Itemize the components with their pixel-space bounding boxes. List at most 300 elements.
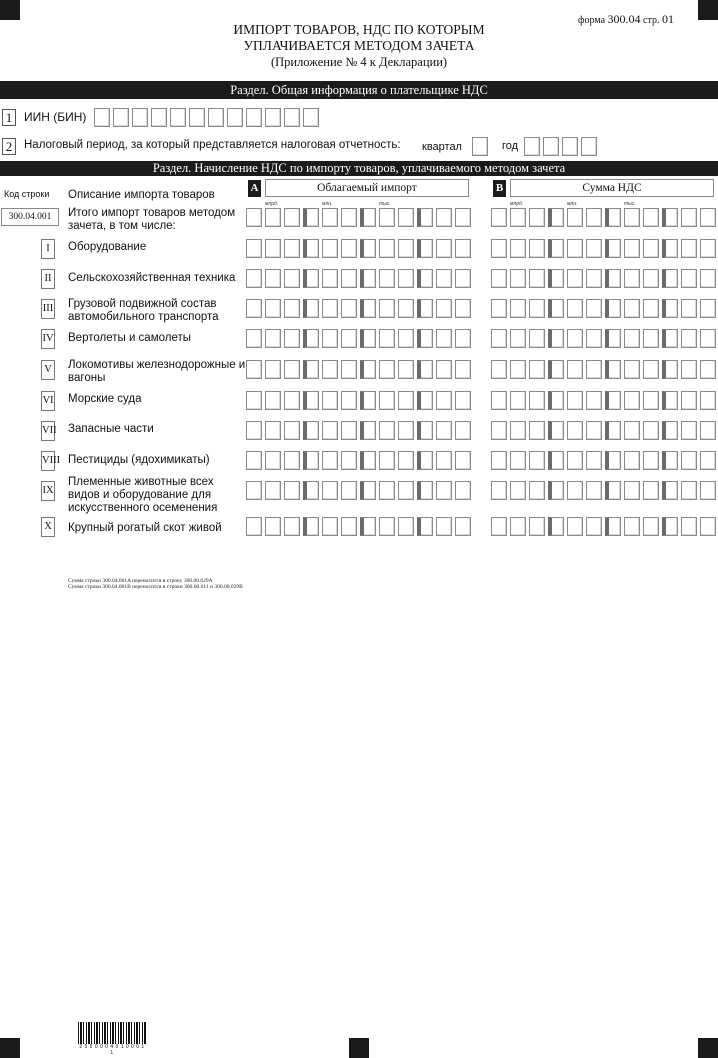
row-9-a-cell[interactable]	[265, 481, 281, 500]
iin-cell[interactable]	[246, 108, 262, 127]
row-2-a-cell[interactable]	[265, 269, 281, 288]
row-8-a-cell[interactable]	[322, 451, 338, 470]
row-7-b-cell[interactable]	[605, 421, 621, 440]
row-2-b-cell[interactable]	[491, 269, 507, 288]
row-2-a-cell[interactable]	[284, 269, 300, 288]
row-10-b-cell[interactable]	[605, 517, 621, 536]
row-10-a-cell[interactable]	[417, 517, 433, 536]
row-10-b-cell[interactable]	[529, 517, 545, 536]
row-2-a-cell[interactable]	[360, 269, 376, 288]
total-row-b-cell[interactable]	[491, 208, 507, 227]
row-2-b-cell[interactable]	[605, 269, 621, 288]
row-6-a-cell[interactable]	[360, 391, 376, 410]
iin-cell[interactable]	[113, 108, 129, 127]
row-roman-numeral: VI	[41, 391, 55, 411]
row-3-b-cell[interactable]	[700, 299, 716, 318]
row-8-b-cell[interactable]	[491, 451, 507, 470]
page-title	[0, 22, 718, 70]
iin-cell[interactable]	[170, 108, 186, 127]
total-row-a-cell[interactable]	[246, 208, 262, 227]
total-row-a-cell[interactable]	[341, 208, 357, 227]
row-6-b-cell[interactable]	[548, 391, 564, 410]
row-5-a-cell[interactable]	[246, 360, 262, 379]
iin-cell[interactable]	[227, 108, 243, 127]
row-4-b-cell[interactable]	[643, 329, 659, 348]
row-1-b-cell[interactable]	[681, 239, 697, 258]
total-row-b-cell[interactable]	[700, 208, 716, 227]
corner-marker-bottom-right	[698, 1038, 718, 1058]
row-7-a-cell[interactable]	[341, 421, 357, 440]
row-8-a-cell[interactable]	[246, 451, 262, 470]
row-7-b-cell[interactable]	[662, 421, 678, 440]
row-3-b-cell[interactable]	[548, 299, 564, 318]
row-2-b-cell[interactable]	[624, 269, 640, 288]
total-row-a-cell[interactable]	[379, 208, 395, 227]
row-3-a-cell[interactable]	[322, 299, 338, 318]
row-5-b-cell[interactable]	[643, 360, 659, 379]
row-9-b-cell[interactable]	[643, 481, 659, 500]
row-10-a-cell[interactable]	[436, 517, 452, 536]
row-4-b-cell[interactable]	[681, 329, 697, 348]
row-10-a-cell[interactable]	[265, 517, 281, 536]
row-7-b-cell[interactable]	[586, 421, 602, 440]
row-8-a-cell[interactable]	[303, 451, 319, 470]
row-label: Вертолеты и самолеты	[68, 332, 192, 344]
row-7-b-cell[interactable]	[510, 421, 526, 440]
row-1-b-cell[interactable]	[567, 239, 583, 258]
total-row-b-cell[interactable]	[681, 208, 697, 227]
row-1-a-cell[interactable]	[303, 239, 319, 258]
row-9-a-cell[interactable]	[398, 481, 414, 500]
row-6-a-cell[interactable]	[436, 391, 452, 410]
field1-label: ИИН (БИН)	[24, 110, 87, 124]
total-row-a-cell[interactable]	[436, 208, 452, 227]
row-8-b-cell[interactable]	[510, 451, 526, 470]
row-5-b-cell[interactable]	[491, 360, 507, 379]
row-7-a-cell[interactable]	[284, 421, 300, 440]
row-10-a-cell[interactable]	[455, 517, 471, 536]
row-4-a-cell[interactable]	[246, 329, 262, 348]
row-3-a-cell[interactable]	[246, 299, 262, 318]
row-10-a-cell[interactable]	[398, 517, 414, 536]
row-4-b-cell[interactable]	[586, 329, 602, 348]
section1-title: Раздел. Общая информация о плательщике НДС	[230, 83, 488, 97]
row-5-a-cell[interactable]	[417, 360, 433, 379]
row-10-b-cell[interactable]	[624, 517, 640, 536]
row-10-b-cell[interactable]	[681, 517, 697, 536]
row-10-b-cell[interactable]	[548, 517, 564, 536]
row-6-b-cell[interactable]	[529, 391, 545, 410]
row-3-b-cell[interactable]	[529, 299, 545, 318]
row-2-a-cell[interactable]	[455, 269, 471, 288]
row-6-b-cell[interactable]	[643, 391, 659, 410]
total-row-b-cell[interactable]	[586, 208, 602, 227]
row-2-b-cell[interactable]	[586, 269, 602, 288]
row-10-b-cell[interactable]	[491, 517, 507, 536]
row-8-a-cell[interactable]	[265, 451, 281, 470]
row-3-b-cell[interactable]	[662, 299, 678, 318]
year-cell[interactable]	[562, 137, 578, 156]
row-10-b-cell[interactable]	[662, 517, 678, 536]
row-4-a-cell[interactable]	[417, 329, 433, 348]
row-8-b-cell[interactable]	[567, 451, 583, 470]
total-row-a-cell[interactable]	[265, 208, 281, 227]
total-row-a-cell[interactable]	[284, 208, 300, 227]
row-8-a-cell[interactable]	[455, 451, 471, 470]
year-cell[interactable]	[581, 137, 597, 156]
row-1-a-cell[interactable]	[322, 239, 338, 258]
row-5-b-cell[interactable]	[662, 360, 678, 379]
row-6-b-cell[interactable]	[605, 391, 621, 410]
row-3-a-cell[interactable]	[436, 299, 452, 318]
row-4-a-cell[interactable]	[360, 329, 376, 348]
row-4-a-cell[interactable]	[398, 329, 414, 348]
iin-cell[interactable]	[265, 108, 281, 127]
row-6-a-cell[interactable]	[303, 391, 319, 410]
row-1-a-cell[interactable]	[436, 239, 452, 258]
row-3-a-cell[interactable]	[455, 299, 471, 318]
row-9-b-cell[interactable]	[624, 481, 640, 500]
row-label: Грузовой подвижной состав автомобильного транспорта	[68, 298, 219, 323]
row-3-b-cell[interactable]	[567, 299, 583, 318]
row-2-a-cell[interactable]	[341, 269, 357, 288]
total-row-a-cell[interactable]	[398, 208, 414, 227]
row-5-a-cell[interactable]	[265, 360, 281, 379]
row-10-b-cell[interactable]	[567, 517, 583, 536]
iin-cell[interactable]	[303, 108, 319, 127]
total-row-a-cell[interactable]	[303, 208, 319, 227]
row-9-a-cell[interactable]	[379, 481, 395, 500]
year-cell[interactable]	[543, 137, 559, 156]
row-9-b-cell[interactable]	[548, 481, 564, 500]
row-3-a-cell[interactable]	[360, 299, 376, 318]
row-3-b-cell[interactable]	[624, 299, 640, 318]
row-3-b-cell[interactable]	[586, 299, 602, 318]
row-5-a-cell[interactable]	[360, 360, 376, 379]
row-7-a-cell[interactable]	[265, 421, 281, 440]
row-3-a-cell[interactable]	[265, 299, 281, 318]
row-4-a-cell[interactable]	[303, 329, 319, 348]
row-7-b-cell[interactable]	[624, 421, 640, 440]
row-8-a-cell[interactable]	[341, 451, 357, 470]
row-7-b-cell[interactable]	[681, 421, 697, 440]
total-row-b-cell[interactable]	[643, 208, 659, 227]
row-7-a-cell[interactable]	[436, 421, 452, 440]
row-1-b-cell[interactable]	[700, 239, 716, 258]
row-9-b-cell[interactable]	[491, 481, 507, 500]
row-4-a-cell[interactable]	[436, 329, 452, 348]
corner-marker-bottom-left	[0, 1038, 20, 1058]
row-9-a-cell[interactable]	[360, 481, 376, 500]
row-10-b-cell[interactable]	[643, 517, 659, 536]
iin-cell[interactable]	[284, 108, 300, 127]
row-roman-numeral: I	[41, 239, 55, 259]
row-7-b-cell[interactable]	[491, 421, 507, 440]
row-8-a-cell[interactable]	[398, 451, 414, 470]
row-2-a-cell[interactable]	[322, 269, 338, 288]
total-row-b-cell[interactable]	[510, 208, 526, 227]
row-1-a-cell[interactable]	[360, 239, 376, 258]
row-8-b-cell[interactable]	[662, 451, 678, 470]
row-7-a-cell[interactable]	[398, 421, 414, 440]
row-8-b-cell[interactable]	[605, 451, 621, 470]
row-7-a-cell[interactable]	[303, 421, 319, 440]
row-5-a-cell[interactable]	[379, 360, 395, 379]
row-8-a-cell[interactable]	[284, 451, 300, 470]
iin-cell[interactable]	[208, 108, 224, 127]
row-4-b-cell[interactable]	[548, 329, 564, 348]
row-2-b-cell[interactable]	[567, 269, 583, 288]
row-6-a-cell[interactable]	[455, 391, 471, 410]
row-5-a-cell[interactable]	[341, 360, 357, 379]
row-9-b-cell[interactable]	[567, 481, 583, 500]
row-4-b-cell[interactable]	[567, 329, 583, 348]
row-8-b-cell[interactable]	[643, 451, 659, 470]
row-8-b-cell[interactable]	[548, 451, 564, 470]
row-roman-numeral: IX	[41, 481, 55, 501]
row-3-b-cell[interactable]	[605, 299, 621, 318]
total-row-b-cell[interactable]	[662, 208, 678, 227]
row-4-a-cell[interactable]	[284, 329, 300, 348]
row-6-b-cell[interactable]	[586, 391, 602, 410]
total-row-a-cell[interactable]	[322, 208, 338, 227]
row-9-b-cell[interactable]	[662, 481, 678, 500]
row-5-b-cell[interactable]	[624, 360, 640, 379]
total-row-a-cell[interactable]	[360, 208, 376, 227]
row-8-b-cell[interactable]	[586, 451, 602, 470]
row-roman-numeral: V	[41, 360, 55, 380]
row-7-a-cell[interactable]	[417, 421, 433, 440]
row-9-a-cell[interactable]	[455, 481, 471, 500]
row-1-b-cell[interactable]	[624, 239, 640, 258]
row-5-b-cell[interactable]	[586, 360, 602, 379]
row-10-a-cell[interactable]	[341, 517, 357, 536]
row-1-b-cell[interactable]	[548, 239, 564, 258]
row-2-b-cell[interactable]	[643, 269, 659, 288]
row-4-b-cell[interactable]	[624, 329, 640, 348]
row-10-a-cell[interactable]	[303, 517, 319, 536]
row-5-a-cell[interactable]	[436, 360, 452, 379]
row-6-a-cell[interactable]	[398, 391, 414, 410]
row-6-b-cell[interactable]	[662, 391, 678, 410]
row-6-a-cell[interactable]	[341, 391, 357, 410]
row-7-a-cell[interactable]	[322, 421, 338, 440]
row-2-b-cell[interactable]	[700, 269, 716, 288]
row-10-a-cell[interactable]	[360, 517, 376, 536]
row-9-a-cell[interactable]	[322, 481, 338, 500]
row-2-b-cell[interactable]	[662, 269, 678, 288]
total-row-b-cell[interactable]	[624, 208, 640, 227]
row-5-a-cell[interactable]	[322, 360, 338, 379]
row-1-b-cell[interactable]	[605, 239, 621, 258]
row-6-b-cell[interactable]	[681, 391, 697, 410]
row-4-b-cell[interactable]	[491, 329, 507, 348]
quarter-cell[interactable]	[472, 137, 488, 156]
row-6-b-cell[interactable]	[700, 391, 716, 410]
total-row-a-cell[interactable]	[417, 208, 433, 227]
row-6-b-cell[interactable]	[510, 391, 526, 410]
row-6-a-cell[interactable]	[379, 391, 395, 410]
field2-label: Налоговый период, за который представляется налоговая отчетность:	[24, 139, 401, 151]
iin-cell[interactable]	[94, 108, 110, 127]
row-3-b-cell[interactable]	[510, 299, 526, 318]
row-3-a-cell[interactable]	[398, 299, 414, 318]
row-roman-numeral: VII	[41, 421, 55, 441]
row-5-a-cell[interactable]	[284, 360, 300, 379]
row-8-b-cell[interactable]	[529, 451, 545, 470]
row-2-b-cell[interactable]	[681, 269, 697, 288]
row-1-a-cell[interactable]	[417, 239, 433, 258]
row-3-a-cell[interactable]	[284, 299, 300, 318]
row-6-a-cell[interactable]	[246, 391, 262, 410]
row-2-a-cell[interactable]	[303, 269, 319, 288]
row-4-a-cell[interactable]	[379, 329, 395, 348]
row-8-a-cell[interactable]	[417, 451, 433, 470]
row-5-b-cell[interactable]	[548, 360, 564, 379]
row-9-a-cell[interactable]	[417, 481, 433, 500]
row-1-b-cell[interactable]	[586, 239, 602, 258]
row-9-b-cell[interactable]	[700, 481, 716, 500]
row-5-b-cell[interactable]	[510, 360, 526, 379]
row-3-a-cell[interactable]	[379, 299, 395, 318]
row-2-b-cell[interactable]	[510, 269, 526, 288]
row-10-a-cell[interactable]	[322, 517, 338, 536]
row-1-a-cell[interactable]	[246, 239, 262, 258]
row-6-b-cell[interactable]	[491, 391, 507, 410]
row-4-b-cell[interactable]	[605, 329, 621, 348]
row-1-a-cell[interactable]	[455, 239, 471, 258]
year-cell[interactable]	[524, 137, 540, 156]
row-5-b-cell[interactable]	[567, 360, 583, 379]
row-4-b-cell[interactable]	[700, 329, 716, 348]
row-7-a-cell[interactable]	[246, 421, 262, 440]
row-5-a-cell[interactable]	[398, 360, 414, 379]
row-9-a-cell[interactable]	[436, 481, 452, 500]
row-9-b-cell[interactable]	[586, 481, 602, 500]
total-row-b-cell[interactable]	[529, 208, 545, 227]
row-10-b-cell[interactable]	[586, 517, 602, 536]
row-2-a-cell[interactable]	[379, 269, 395, 288]
column-b-letter: B	[493, 180, 506, 197]
corner-marker-top-right	[698, 0, 718, 20]
row-6-b-cell[interactable]	[567, 391, 583, 410]
row-4-a-cell[interactable]	[341, 329, 357, 348]
row-4-b-cell[interactable]	[529, 329, 545, 348]
row-1-a-cell[interactable]	[265, 239, 281, 258]
row-2-a-cell[interactable]	[398, 269, 414, 288]
row-label: Морские суда	[68, 393, 142, 405]
year-label: год	[502, 140, 519, 152]
row-7-b-cell[interactable]	[567, 421, 583, 440]
row-4-b-cell[interactable]	[662, 329, 678, 348]
row-9-b-cell[interactable]	[510, 481, 526, 500]
row-1-b-cell[interactable]	[491, 239, 507, 258]
row-9-b-cell[interactable]	[605, 481, 621, 500]
row-1-a-cell[interactable]	[284, 239, 300, 258]
column-a-letter: A	[248, 180, 261, 197]
row-1-b-cell[interactable]	[510, 239, 526, 258]
row-1-a-cell[interactable]	[341, 239, 357, 258]
row-2-a-cell[interactable]	[246, 269, 262, 288]
row-5-a-cell[interactable]	[455, 360, 471, 379]
row-3-b-cell[interactable]	[491, 299, 507, 318]
row-4-a-cell[interactable]	[322, 329, 338, 348]
row-7-a-cell[interactable]	[455, 421, 471, 440]
row-1-b-cell[interactable]	[529, 239, 545, 258]
row-10-b-cell[interactable]	[510, 517, 526, 536]
row-5-b-cell[interactable]	[605, 360, 621, 379]
row-10-a-cell[interactable]	[284, 517, 300, 536]
row-8-b-cell[interactable]	[624, 451, 640, 470]
row-6-a-cell[interactable]	[265, 391, 281, 410]
total-row-b-cell[interactable]	[548, 208, 564, 227]
row-8-a-cell[interactable]	[360, 451, 376, 470]
total-row-a-cell[interactable]	[455, 208, 471, 227]
row-3-a-cell[interactable]	[417, 299, 433, 318]
row-5-b-cell[interactable]	[529, 360, 545, 379]
row-7-a-cell[interactable]	[360, 421, 376, 440]
total-row-b-cell[interactable]	[605, 208, 621, 227]
row-8-b-cell[interactable]	[681, 451, 697, 470]
row-3-a-cell[interactable]	[341, 299, 357, 318]
row-5-b-cell[interactable]	[700, 360, 716, 379]
row-8-b-cell[interactable]	[700, 451, 716, 470]
row-label: Оборудование	[68, 241, 147, 253]
row-9-a-cell[interactable]	[341, 481, 357, 500]
row-1-b-cell[interactable]	[643, 239, 659, 258]
row-1-a-cell[interactable]	[379, 239, 395, 258]
row-9-a-cell[interactable]	[303, 481, 319, 500]
row-10-a-cell[interactable]	[379, 517, 395, 536]
row-8-a-cell[interactable]	[436, 451, 452, 470]
row-2-b-cell[interactable]	[529, 269, 545, 288]
row-9-b-cell[interactable]	[681, 481, 697, 500]
iin-cell[interactable]	[151, 108, 167, 127]
row-2-b-cell[interactable]	[548, 269, 564, 288]
row-1-b-cell[interactable]	[662, 239, 678, 258]
row-1-a-cell[interactable]	[398, 239, 414, 258]
iin-cell[interactable]	[132, 108, 148, 127]
row-7-b-cell[interactable]	[700, 421, 716, 440]
row-8-a-cell[interactable]	[379, 451, 395, 470]
row-2-a-cell[interactable]	[417, 269, 433, 288]
row-7-b-cell[interactable]	[548, 421, 564, 440]
row-4-b-cell[interactable]	[510, 329, 526, 348]
row-7-b-cell[interactable]	[529, 421, 545, 440]
row-4-a-cell[interactable]	[455, 329, 471, 348]
row-10-a-cell[interactable]	[246, 517, 262, 536]
row-6-a-cell[interactable]	[417, 391, 433, 410]
iin-cell[interactable]	[189, 108, 205, 127]
row-2-a-cell[interactable]	[436, 269, 452, 288]
row-3-b-cell[interactable]	[681, 299, 697, 318]
row-9-a-cell[interactable]	[246, 481, 262, 500]
row-7-a-cell[interactable]	[379, 421, 395, 440]
row-9-b-cell[interactable]	[529, 481, 545, 500]
row-9-a-cell[interactable]	[284, 481, 300, 500]
row-6-a-cell[interactable]	[322, 391, 338, 410]
row-4-a-cell[interactable]	[265, 329, 281, 348]
row-5-a-cell[interactable]	[303, 360, 319, 379]
row-7-b-cell[interactable]	[643, 421, 659, 440]
row-6-b-cell[interactable]	[624, 391, 640, 410]
row-10-b-cell[interactable]	[700, 517, 716, 536]
row-3-a-cell[interactable]	[303, 299, 319, 318]
total-row-b-cell[interactable]	[567, 208, 583, 227]
row-5-b-cell[interactable]	[681, 360, 697, 379]
row-3-b-cell[interactable]	[643, 299, 659, 318]
row-6-a-cell[interactable]	[284, 391, 300, 410]
